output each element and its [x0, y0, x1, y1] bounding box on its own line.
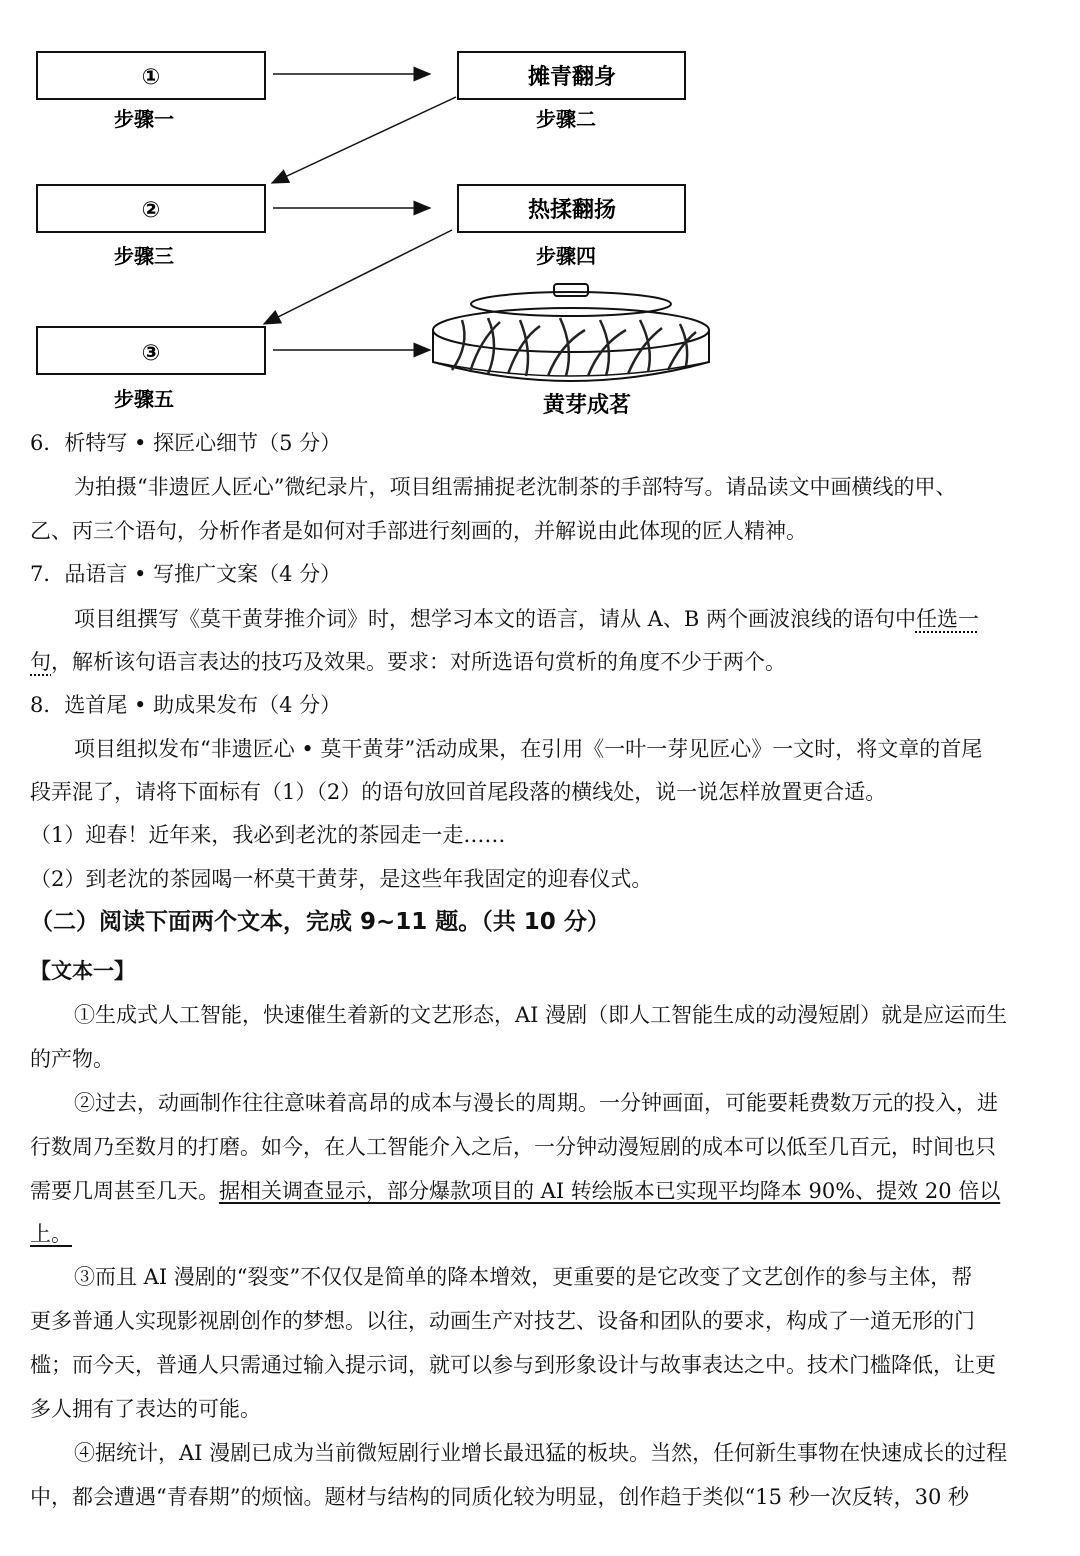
arrow-4-5 — [264, 230, 452, 324]
step4-label: 步骤四 — [536, 244, 596, 268]
para1-line2: 的产物。 — [30, 1047, 114, 1071]
section2-heading: （二）阅读下面两个文本，完成 9~11 题。（共 10 分） — [30, 909, 610, 935]
para2-line3: 需要几周甚至几天。据相关调查显示，部分爆款项目的 AI 转绘版本已实现平均降本 90%、提效 20 倍以 — [30, 1179, 1001, 1203]
q8-paragraph-line1: 项目组拟发布“非遗匠心 • 莫干黄芽”活动成果，在引用《一叶一芽见匠心》一文时，将文章的首尾 — [74, 737, 983, 761]
svg-text:热揉翻扬: 热揉翻扬 — [527, 198, 617, 223]
step3-box — [37, 185, 265, 232]
step5-box — [37, 327, 265, 374]
svg-text:①: ① — [141, 65, 161, 90]
svg-text:③: ③ — [141, 341, 161, 366]
para2-line4: 上。 — [30, 1222, 72, 1246]
step2-box — [458, 52, 685, 99]
svg-text:②: ② — [141, 198, 161, 223]
q7-paragraph-line2: 句，解析该句语言表达的技巧及效果。要求：对所选语句赏析的角度不少于两个。 — [30, 650, 786, 674]
q6-title: 6．析特写 • 探匠心细节（5 分） — [30, 431, 342, 455]
q6-paragraph-line2: 乙、丙三个语句，分析作者是如何对手部进行刻画的，并解说由此体现的匠人精神。 — [30, 519, 807, 543]
step2-label: 步骤二 — [536, 107, 596, 131]
q7-paragraph-line1: 项目组撰写《莫干黄芽推介词》时，想学习本文的语言，请从 A、B 两个画波浪线的语句中任选一 — [74, 607, 979, 631]
para3-line2: 更多普通人实现影视剧创作的梦想。以往，动画生产对技艺、设备和团队的要求，构成了一道无形的门 — [30, 1309, 975, 1333]
q8-title: 8．选首尾 • 助成果发布（4 分） — [30, 693, 342, 717]
step4-box — [458, 185, 685, 232]
tea-bowl-illustration — [433, 284, 709, 381]
para2-underlined: 据相关调查显示，部分爆款项目的 AI 转绘版本已实现平均降本 90%、提效 20 倍以 — [219, 1179, 1001, 1203]
q7-title: 7．品语言 • 写推广文案（4 分） — [30, 562, 342, 586]
step5-label: 步骤五 — [114, 387, 174, 411]
para4-line1: ④据统计，AI 漫剧已成为当前微短剧行业增长最迅猛的板块。当然，任何新生事物在快速成长的过程 — [74, 1441, 1008, 1465]
para2-line2: 行数周乃至数月的打磨。如今，在人工智能介入之后，一分钟动漫短剧的成本可以低至几百元，时间也只 — [30, 1135, 996, 1159]
final-label: 黄芽成茗 — [542, 393, 632, 418]
text1-title: 【文本一】 — [30, 958, 135, 983]
q8-paragraph-line2: 段弄混了，请将下面标有（1）（2）的语句放回首尾段落的横线处，说一说怎样放置更合适。 — [30, 780, 887, 804]
step1-label: 步骤一 — [114, 107, 174, 131]
tea-process-diagram — [0, 0, 1080, 425]
q8-option-2: （2）到老沈的茶园喝一杯莫干黄芽，是这些年我固定的迎春仪式。 — [30, 867, 653, 891]
para1-line1: ①生成式人工智能，快速催生着新的文艺形态，AI 漫剧（即人工智能生成的动漫短剧）就是应运而生 — [74, 1003, 1008, 1027]
arrow-2-3 — [272, 97, 456, 183]
q8-option-1: （1）迎春！近年来，我必到老沈的茶园走一走…… — [30, 823, 506, 847]
svg-text:摊青翻身: 摊青翻身 — [527, 65, 617, 90]
para3-line1: ③而且 AI 漫剧的“裂变”不仅仅是简单的降本增效，更重要的是它改变了文艺创作的参与主体，帮 — [74, 1265, 973, 1289]
q6-paragraph-line1: 为拍摄“非遗匠人匠心”微纪录片，项目组需捕捉老沈制茶的手部特写。请品读文中画横线的甲、 — [74, 475, 957, 499]
para3-line4: 多人拥有了表达的可能。 — [30, 1397, 261, 1421]
para4-line2: 中，都会遭遇“青春期”的烦恼。题材与结构的同质化较为明显，创作趋于类似“15 秒一次反转，30 秒 — [30, 1485, 969, 1509]
q7-emphasis: 任选一 — [915, 607, 979, 631]
q7-emphasis-2: 句 — [30, 650, 51, 674]
para3-line3: 槛；而今天，普通人只需通过输入提示词，就可以参与到形象设计与故事表达之中。技术门槛降低，让更 — [30, 1353, 996, 1377]
para2-line1: ②过去，动画制作往往意味着高昂的成本与漫长的周期。一分钟画面，可能要耗费数万元的投入，进 — [74, 1091, 998, 1115]
step3-label: 步骤三 — [114, 244, 174, 268]
step1-box — [37, 52, 265, 99]
